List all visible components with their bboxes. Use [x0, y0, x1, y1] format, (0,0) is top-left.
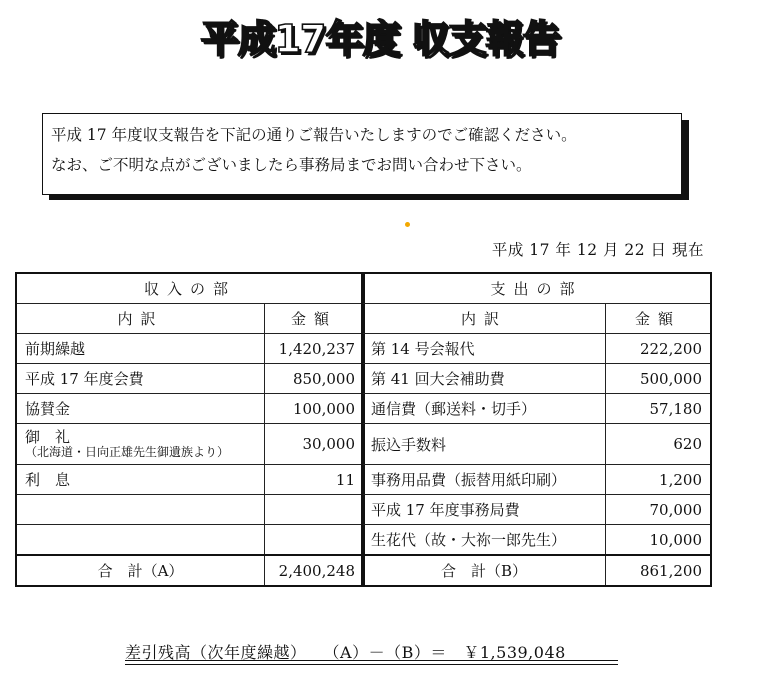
income-total-label: 合 計（A） [16, 555, 265, 586]
decorative-dot [405, 222, 410, 227]
expense-row [362, 334, 711, 364]
income-total: 2,400,248 [265, 555, 365, 586]
income-item: 平成 17 年度会費 [16, 364, 265, 394]
expense-row [362, 364, 711, 394]
report-title: 平成17年度 収支報告 [200, 17, 560, 61]
expense-item: 第 14 号会報代 [362, 334, 606, 364]
expense-row [362, 424, 711, 465]
income-col-amount: 金額 [265, 304, 365, 334]
income-amount: 30,000 [265, 424, 365, 465]
income-row [16, 465, 364, 495]
notice-box [42, 113, 682, 193]
expense-amount: 620 [606, 424, 712, 465]
expense-item: 振込手数料 [362, 424, 606, 465]
income-amount [265, 525, 365, 556]
income-item-with-note [16, 424, 265, 465]
expense-item: 生花代（故・大祢一郎先生） [362, 525, 606, 556]
report-date: 平成 17 年 12 月 22 日 現在 [491, 241, 704, 259]
expense-amount: 70,000 [606, 495, 712, 525]
expense-item: 平成 17 年度事務局費 [362, 495, 606, 525]
notice-line-2: なお、ご不明な点がございましたら事務局までお問い合わせ下さい。 [51, 156, 532, 174]
income-row [16, 364, 364, 394]
income-item: 御 礼 [25, 428, 71, 446]
income-amount: 11 [265, 465, 365, 495]
expense-amount: 222,200 [606, 334, 712, 364]
income-total-row [16, 555, 364, 586]
expense-row [362, 465, 711, 495]
income-amount: 100,000 [265, 394, 365, 424]
income-col-item: 内訳 [16, 304, 265, 334]
income-item: 前期繰越 [16, 334, 265, 364]
income-row [16, 394, 364, 424]
expense-item: 事務用品費（振替用紙印刷） [362, 465, 606, 495]
expense-col-amount: 金額 [606, 304, 712, 334]
balance-double-underline [125, 664, 618, 665]
income-item [16, 525, 265, 556]
balance-underline [125, 660, 618, 661]
expense-row [362, 394, 711, 424]
notice-text [42, 113, 682, 195]
expense-item: 第 41 回大会補助費 [362, 364, 606, 394]
expense-item: 通信費（郵送料・切手） [362, 394, 606, 424]
income-item [16, 495, 265, 525]
income-amount: 1,420,237 [265, 334, 365, 364]
expense-amount: 1,200 [606, 465, 712, 495]
income-row-empty [16, 525, 364, 556]
income-row-empty [16, 495, 364, 525]
income-table [15, 272, 365, 587]
expense-total-row [362, 555, 711, 586]
income-amount: 850,000 [265, 364, 365, 394]
expense-col-item: 内訳 [362, 304, 606, 334]
expense-amount: 500,000 [606, 364, 712, 394]
income-amount [265, 495, 365, 525]
expense-total: 861,200 [606, 555, 712, 586]
expense-amount: 57,180 [606, 394, 712, 424]
income-item: 利 息 [16, 465, 265, 495]
expense-amount: 10,000 [606, 525, 712, 556]
income-heading: 収入の部 [16, 273, 364, 304]
balance-formula: （A）－（B）＝ [331, 643, 447, 662]
expense-total-label: 合 計（B） [362, 555, 606, 586]
balance-label: 差引残高（次年度繰越） [125, 643, 299, 662]
notice-line-1: 平成 17 年度収支報告を下記の通りご報告いたしますのでご確認ください。 [51, 126, 577, 144]
income-item: 協賛金 [16, 394, 265, 424]
income-item-note: （北海道・日向正雄先生御遺族より） [25, 445, 230, 459]
expense-row [362, 525, 711, 556]
expense-heading: 支出の部 [362, 273, 711, 304]
expense-row [362, 495, 711, 525]
expense-table [361, 272, 712, 587]
balance-value: ￥1,539,048 [463, 643, 566, 662]
income-row [16, 424, 364, 465]
income-row [16, 334, 364, 364]
